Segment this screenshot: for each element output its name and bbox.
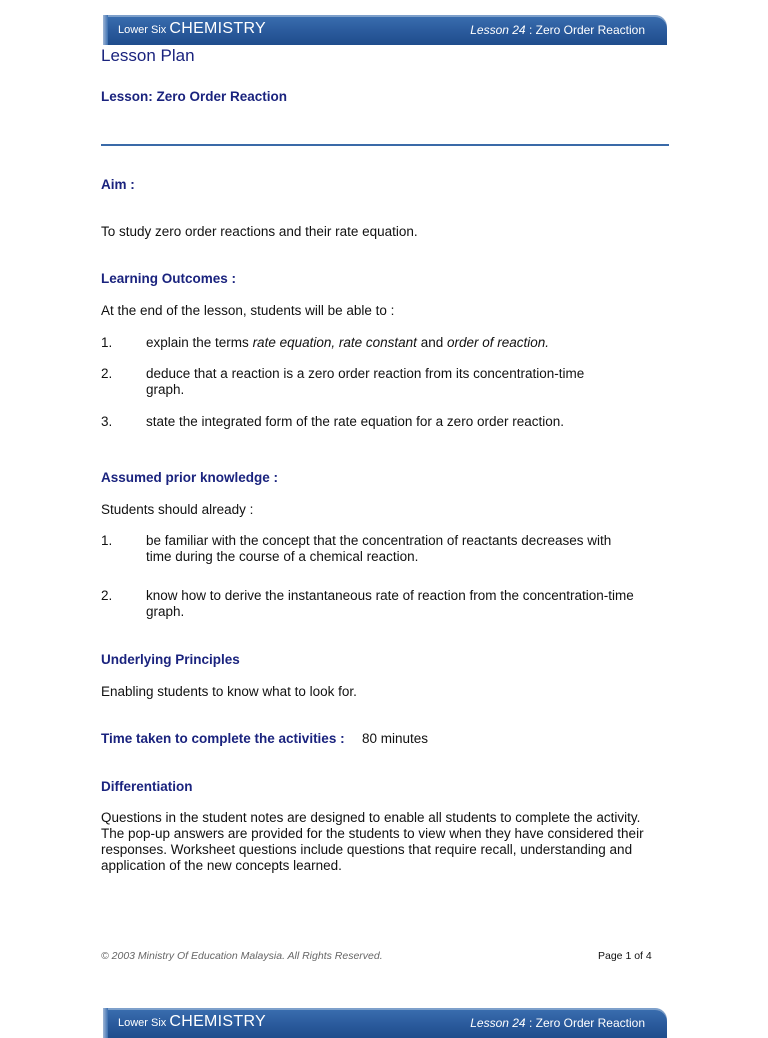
list-number: 1. [101,533,113,548]
list-number: 2. [101,366,113,381]
lesson-tag [470,1016,645,1030]
lesson-label: Lesson 24 [470,1016,526,1030]
banner-edge [103,15,108,45]
list-number: 2. [101,588,113,603]
list-item: know how to derive the instantaneous rate of reaction from the concentration-time graph. [146,588,634,619]
list-item: state the integrated form of the rate equation for a zero order reaction. [146,414,564,429]
brand-big: CHEMISTRY [169,20,266,37]
lesson-title-tag: : Zero Order Reaction [528,23,645,37]
divider [101,144,669,146]
differentiation-heading: Differentiation [101,779,193,794]
time-taken-value: 80 minutes [362,731,429,746]
copyright-notice: © 2003 Ministry Of Education Malaysia. All Rights Reserved. [101,950,383,962]
lesson-heading: Lesson: Zero Order Reaction [101,89,288,104]
item-text: and [416,335,447,350]
brand-small: Lower Six [118,24,167,36]
doc-title: Lesson Plan [101,46,195,65]
page-number: Page 1 of 4 [598,950,652,962]
learning-outcomes-intro: At the end of the lesson, students will be able to : [101,303,395,318]
brand-small: Lower Six [118,1017,167,1029]
header-banner [103,15,667,45]
aim-text: To study zero order reactions and their rate equation. [101,224,418,239]
course-brand [118,20,266,38]
underlying-heading: Underlying Principles [101,652,240,667]
item-emphasis: rate equation, rate constant [252,335,417,350]
time-taken-heading: Time taken to complete the activities : [101,731,345,746]
brand-big: CHEMISTRY [169,1013,266,1030]
list-item: deduce that a reaction is a zero order reaction from its concentration-time graph. [146,366,585,397]
list-item: be familiar with the concept that the concentration of reactants decreases with time during the course of a chemical reaction. [146,533,612,564]
underlying-text: Enabling students to know what to look for. [101,684,357,699]
course-brand [118,1013,266,1031]
item-emphasis: order of reaction. [446,335,550,350]
list-item [146,335,646,351]
lesson-title-tag: : Zero Order Reaction [528,1016,645,1030]
lesson-label: Lesson 24 [470,23,526,37]
banner-edge [103,1008,108,1038]
prior-knowledge-heading: Assumed prior knowledge : [101,470,279,485]
learning-outcomes-heading: Learning Outcomes : [101,271,237,286]
next-page-banner [103,1008,667,1038]
item-text: explain the terms [146,335,253,350]
lesson-tag [470,23,645,37]
list-number: 1. [101,335,113,350]
prior-knowledge-intro: Students should already : [101,502,254,517]
list-number: 3. [101,414,113,429]
differentiation-text: Questions in the student notes are designed to enable all students to complete the activity. The pop-up answers are provided for the students to view when they have considered their responses. Worksheet questions include questions that require recall, understanding and application of the new concepts learned. [101,810,644,873]
aim-heading: Aim : [101,177,135,192]
